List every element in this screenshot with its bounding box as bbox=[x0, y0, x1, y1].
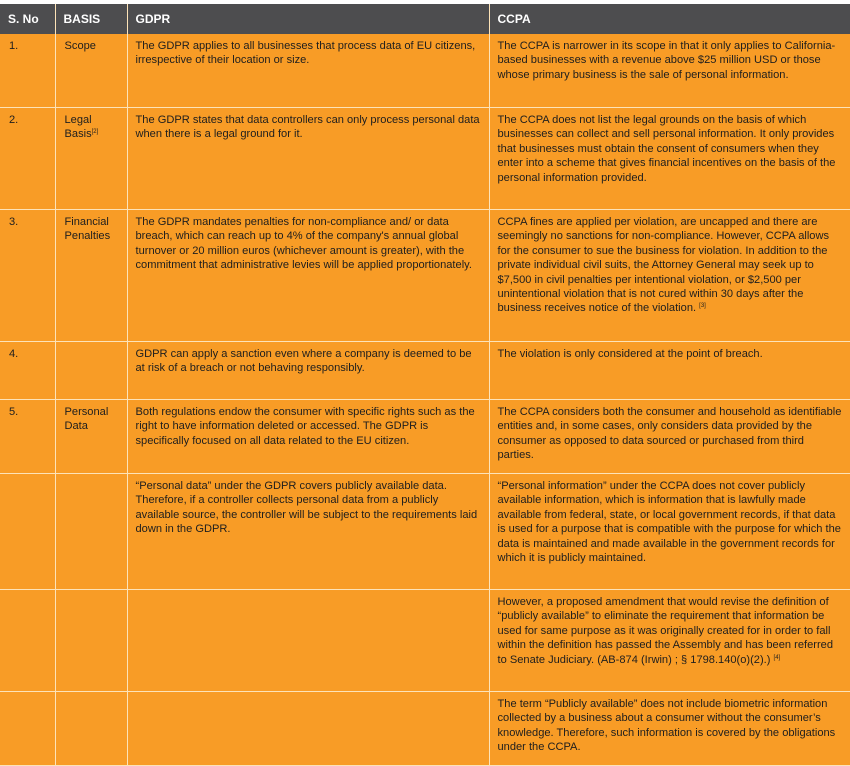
row-number: 3. bbox=[0, 210, 55, 342]
gdpr-cell bbox=[127, 692, 489, 766]
ccpa-cell bbox=[489, 342, 850, 400]
ccpa-cell bbox=[489, 474, 850, 590]
gdpr-cell bbox=[127, 590, 489, 692]
footnote-ref: [4] bbox=[773, 654, 781, 661]
header-row bbox=[0, 4, 850, 34]
row-number bbox=[0, 692, 55, 766]
ccpa-text: The term “Publicly available” does not include biometric information collected by a business about a consumer without the consumer’s knowledge. Therefore, such information is covered by the obligations under the CCPA. bbox=[497, 698, 836, 754]
ccpa-cell bbox=[489, 590, 850, 692]
row-number bbox=[0, 590, 55, 692]
row-number bbox=[0, 474, 55, 590]
table-row bbox=[0, 400, 850, 474]
header-basis: BASIS bbox=[55, 4, 127, 34]
row-number: 2. bbox=[0, 108, 55, 210]
ccpa-text: “Personal information” under the CCPA does not cover publicly available information, which is information that is lawfully made available from federal, state, or local government records, if that data is used for a purpose that is compatible with the purpose for which the data is maintained and made available in the government records for which it is publicly maintained. bbox=[497, 480, 841, 565]
ccpa-text: The CCPA does not list the legal grounds on the basis of which businesses can collect and sell personal information. It only provides that businesses must obtain the consent of consumers when they enter into a scheme that gives financial incentives on the basis of the personal information provided. bbox=[497, 114, 836, 184]
table-row bbox=[0, 692, 850, 766]
row-number: 4. bbox=[0, 342, 55, 400]
gdpr-cell: “Personal data” under the GDPR covers publicly available data. Therefore, if a controller collects personal data from a publicly available source, the controller will be subject to the requirements laid down in the GDPR. bbox=[127, 474, 489, 590]
ccpa-text: The CCPA considers both the consumer and household as identifiable entities and, in some cases, only considers data provided by the consumer as opposed to data sourced or purchased from third parties. bbox=[497, 406, 842, 462]
row-basis bbox=[55, 474, 127, 590]
header-sno: S. No bbox=[0, 4, 55, 34]
gdpr-cell: GDPR can apply a sanction even where a company is deemed to be at risk of a breach or not behaving responsibly. bbox=[127, 342, 489, 400]
row-number: 1. bbox=[0, 34, 55, 108]
footnote-ref: [3] bbox=[699, 303, 706, 310]
table-row bbox=[0, 474, 850, 590]
comparison-table bbox=[0, 4, 850, 766]
ccpa-cell bbox=[489, 210, 850, 342]
ccpa-text: The CCPA is narrower in its scope in that it only applies to California-based businesses with a revenue above $25 million USD or those whose primary business is the sale of personal information. bbox=[497, 40, 836, 81]
table-row bbox=[0, 342, 850, 400]
ccpa-text: However, a proposed amendment that would revise the definition of “publicly available” to eliminate the requirement that information be used for same purpose as it was originally created for in order to fall within the definition has passed the Assembly and has been referred to Senate Judiciary. (AB-874 (Irwin) ; § 1798.140(o)(2).) bbox=[497, 596, 833, 666]
header-ccpa: CCPA bbox=[489, 4, 850, 34]
gdpr-cell: The GDPR mandates penalties for non-compliance and/ or data breach, which can reach up to 4% of the company's annual global turnover or 20 million euros (whichever amount is greater), with the commitment that administrative levies will be applied proportionately. bbox=[127, 210, 489, 342]
row-basis bbox=[55, 590, 127, 692]
row-basis bbox=[55, 210, 127, 342]
ccpa-cell bbox=[489, 692, 850, 766]
ccpa-cell bbox=[489, 108, 850, 210]
table-row bbox=[0, 108, 850, 210]
table-row bbox=[0, 34, 850, 108]
ccpa-cell bbox=[489, 34, 850, 108]
gdpr-cell: The GDPR applies to all businesses that process data of EU citizens, irrespective of their location or size. bbox=[127, 34, 489, 108]
row-basis bbox=[55, 692, 127, 766]
table-row bbox=[0, 590, 850, 692]
row-basis bbox=[55, 342, 127, 400]
ccpa-text: CCPA fines are applied per violation, are uncapped and there are seemingly no sanctions for non-compliance. However, CCPA allows for the consumer to sue the business for violation. In addition to the private individual civil suits, the Attorney General may seek up to $7,500 in civil penalties per intentional violation, or $2,500 per unintentional violation that is not cured within 30 days after the business receives notice of the violation. bbox=[497, 216, 830, 315]
ccpa-cell bbox=[489, 400, 850, 474]
gdpr-cell: Both regulations endow the consumer with specific rights such as the right to have information deleted or accessed. The GDPR is specifically focused on all data related to the EU citizen. bbox=[127, 400, 489, 474]
table-row bbox=[0, 210, 850, 342]
row-basis bbox=[55, 34, 127, 108]
header-gdpr: GDPR bbox=[127, 4, 489, 34]
gdpr-cell: The GDPR states that data controllers can only process personal data when there is a legal ground for it. bbox=[127, 108, 489, 210]
row-basis bbox=[55, 400, 127, 474]
row-number: 5. bbox=[0, 400, 55, 474]
basis-text: Personal Data bbox=[64, 406, 109, 433]
basis-text: Financial Penalties bbox=[64, 216, 111, 243]
footnote-ref: [2] bbox=[91, 129, 99, 136]
row-basis bbox=[55, 108, 127, 210]
basis-text: Scope bbox=[64, 40, 96, 52]
basis-text: Legal Basis bbox=[64, 114, 92, 141]
ccpa-text: The violation is only considered at the point of breach. bbox=[497, 348, 763, 360]
